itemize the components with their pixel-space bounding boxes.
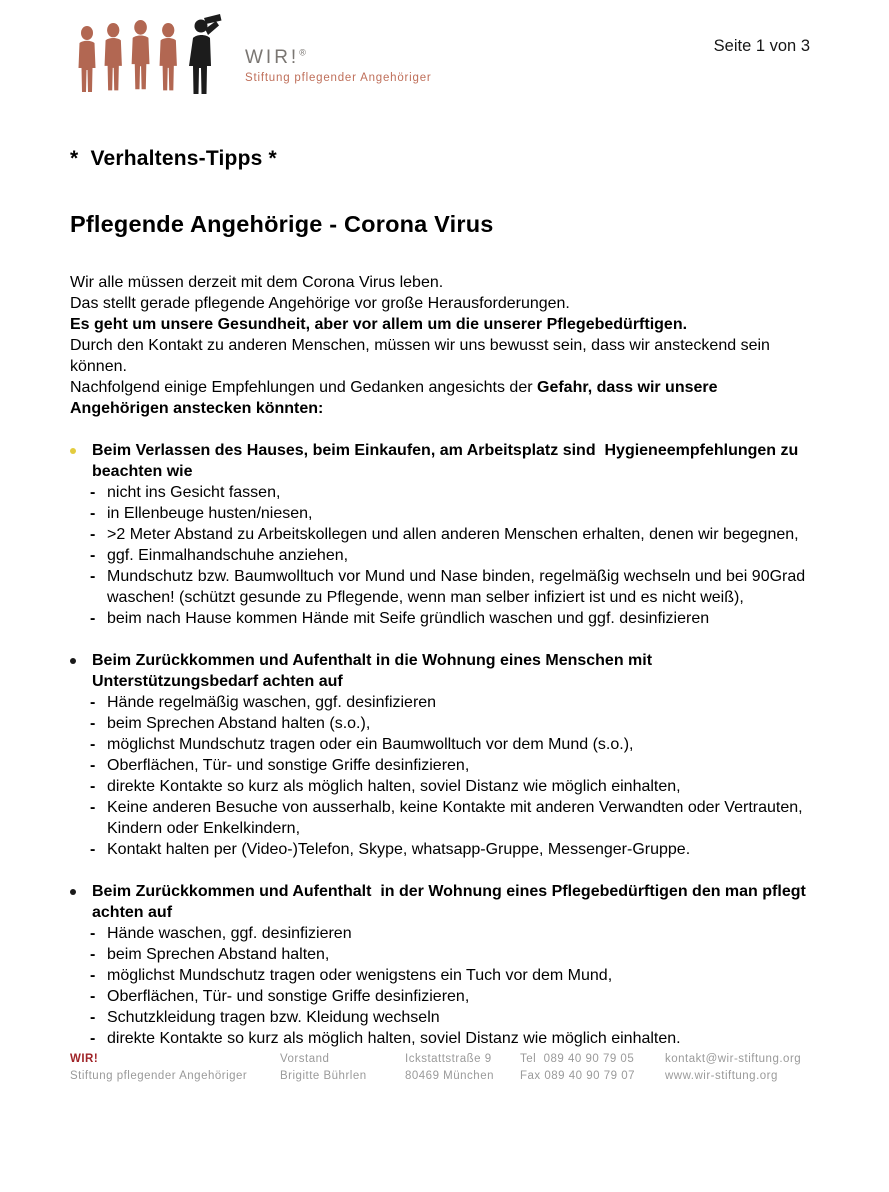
list-item: - beim Sprechen Abstand halten, xyxy=(90,944,816,965)
footer-board-block xyxy=(280,1051,405,1085)
page-title: Pflegende Angehörige - Corona Virus xyxy=(70,211,494,237)
dash-marker-icon xyxy=(90,776,107,797)
list-item: - nicht ins Gesicht fassen, xyxy=(90,482,816,503)
footer-tel: Tel 089 40 90 79 05 xyxy=(520,1053,635,1065)
document-body xyxy=(70,147,816,1049)
dash-marker-icon xyxy=(90,482,107,503)
intro-line-mixed xyxy=(70,377,816,419)
logo-wir-text: WIR! xyxy=(245,47,300,68)
logo-brand-text xyxy=(245,47,432,69)
bullet-icon xyxy=(70,889,76,895)
list-item: - Mundschutz bzw. Baumwolltuch vor Mund und Nase binden, regelmäßig wechseln und bei 90Grad waschen! (schützt gesunde zu Pflegende, wenn man selber infiziert ist und es nicht weiß), xyxy=(90,566,816,608)
dash-marker-icon xyxy=(90,503,107,524)
dash-marker-icon xyxy=(90,755,107,776)
tips-section-visiting-person-with-support-needs xyxy=(70,650,816,860)
list-item: - direkte Kontakte so kurz als möglich halten, soviel Distanz wie möglich einhalten. xyxy=(90,1028,816,1049)
list-item: - Oberflächen, Tür- und sonstige Griffe desinfizieren, xyxy=(90,986,816,1007)
dash-marker-icon xyxy=(90,692,107,713)
dash-marker-icon xyxy=(90,566,107,608)
footer-brand-subtitle: Stiftung pflegender Angehöriger xyxy=(70,1070,248,1082)
page-footer xyxy=(70,1051,820,1085)
dash-marker-icon xyxy=(90,734,107,755)
dash-marker-icon xyxy=(90,965,107,986)
footer-email: kontakt@wir-stiftung.org xyxy=(665,1053,802,1065)
list-item: - beim nach Hause kommen Hände mit Seife gründlich waschen und ggf. desinfizieren xyxy=(90,608,816,629)
people-silhouettes-icon xyxy=(76,14,236,100)
dash-marker-icon xyxy=(90,797,107,839)
list-item: - möglichst Mundschutz tragen oder wenigstens ein Tuch vor dem Mund, xyxy=(90,965,816,986)
section-title: Beim Zurückkommen und Aufenthalt in die Wohnung eines Menschen mit Unterstützungsbedarf achten auf xyxy=(92,652,657,690)
list-item: - möglichst Mundschutz tragen oder ein Baumwolltuch vor dem Mund (s.o.), xyxy=(90,734,816,755)
intro-line: Das stellt gerade pflegende Angehörige vor große Herausforderungen. xyxy=(70,295,570,312)
section-title: Beim Verlassen des Hauses, beim Einkaufen, am Arbeitsplatz sind Hygieneempfehlungen zu beachten wie xyxy=(92,442,803,480)
footer-website: www.wir-stiftung.org xyxy=(665,1070,778,1082)
list-item: - Kontakt halten per (Video-)Telefon, Skype, whatsapp-Gruppe, Messenger-Gruppe. xyxy=(90,839,816,860)
observer-with-binoculars-icon xyxy=(189,14,222,94)
list-item: - direkte Kontakte so kurz als möglich halten, soviel Distanz wie möglich einhalten, xyxy=(90,776,816,797)
yellow-bullet-icon xyxy=(70,448,76,454)
list-item: - >2 Meter Abstand zu Arbeitskollegen und allen anderen Menschen erhalten, denen wir begegnen, xyxy=(90,524,816,545)
list-item: - Schutzkleidung tragen bzw. Kleidung wechseln xyxy=(90,1007,816,1028)
list-item: - ggf. Einmalhandschuhe anziehen, xyxy=(90,545,816,566)
intro-paragraph xyxy=(70,272,816,419)
footer-board-label: Vorstand xyxy=(280,1053,330,1065)
intro-line-bold: Es geht um unsere Gesundheit, aber vor allem um die unserer Pflegebedürftigen. xyxy=(70,316,688,333)
registered-trademark-icon: ® xyxy=(299,47,306,58)
footer-org-block xyxy=(70,1051,280,1085)
tips-section-home-of-care-dependent xyxy=(70,881,816,1049)
footer-address-block xyxy=(405,1051,520,1085)
document-kicker-title: * Verhaltens-Tipps * xyxy=(70,147,277,170)
footer-street: Ickstattstraße 9 xyxy=(405,1053,492,1065)
page-number-indicator: Seite 1 von 3 xyxy=(713,37,810,55)
intro-line: Wir alle müssen derzeit mit dem Corona Virus leben. xyxy=(70,274,444,291)
dash-marker-icon xyxy=(90,923,107,944)
dash-marker-icon xyxy=(90,608,107,629)
list-item: - beim Sprechen Abstand halten (s.o.), xyxy=(90,713,816,734)
dash-marker-icon xyxy=(90,986,107,1007)
section-title: Beim Zurückkommen und Aufenthalt in der Wohnung eines Pflegebedürftigen den man pflegt achten auf xyxy=(92,883,811,921)
dash-marker-icon xyxy=(90,944,107,965)
bullet-icon xyxy=(70,658,76,664)
footer-city: 80469 München xyxy=(405,1070,494,1082)
footer-fax: Fax 089 40 90 79 07 xyxy=(520,1070,635,1082)
org-logo xyxy=(76,14,432,100)
list-item: - Hände regelmäßig waschen, ggf. desinfizieren xyxy=(90,692,816,713)
list-item: - Oberflächen, Tür- und sonstige Griffe desinfizieren, xyxy=(90,755,816,776)
list-item: - Hände waschen, ggf. desinfizieren xyxy=(90,923,816,944)
footer-phone-block xyxy=(520,1051,665,1085)
list-item: - in Ellenbeuge husten/niesen, xyxy=(90,503,816,524)
dash-marker-icon xyxy=(90,713,107,734)
dash-marker-icon xyxy=(90,1007,107,1028)
footer-web-block xyxy=(665,1051,820,1085)
intro-line: Nachfolgend einige Empfehlungen und Gedanken angesichts der xyxy=(70,379,537,396)
footer-brand: WIR! xyxy=(70,1053,99,1065)
intro-line-bold: Gefahr, dass wir unsere Angehörigen anstecken könnten: xyxy=(70,379,722,417)
list-item: - Keine anderen Besuche von ausserhalb, keine Kontakte mit anderen Verwandten oder Vertrauten, Kindern oder Enkelkindern, xyxy=(90,797,816,839)
dash-marker-icon xyxy=(90,839,107,860)
logo-tagline: Stiftung pflegender Angehöriger xyxy=(245,72,432,84)
dash-marker-icon xyxy=(90,524,107,545)
intro-line: Durch den Kontakt zu anderen Menschen, müssen wir uns bewusst sein, dass wir ansteckend sein können. xyxy=(70,337,775,375)
dash-marker-icon xyxy=(90,1028,107,1049)
tips-section-leaving-house xyxy=(70,440,816,629)
dash-marker-icon xyxy=(90,545,107,566)
footer-board-name: Brigitte Bührlen xyxy=(280,1070,367,1082)
